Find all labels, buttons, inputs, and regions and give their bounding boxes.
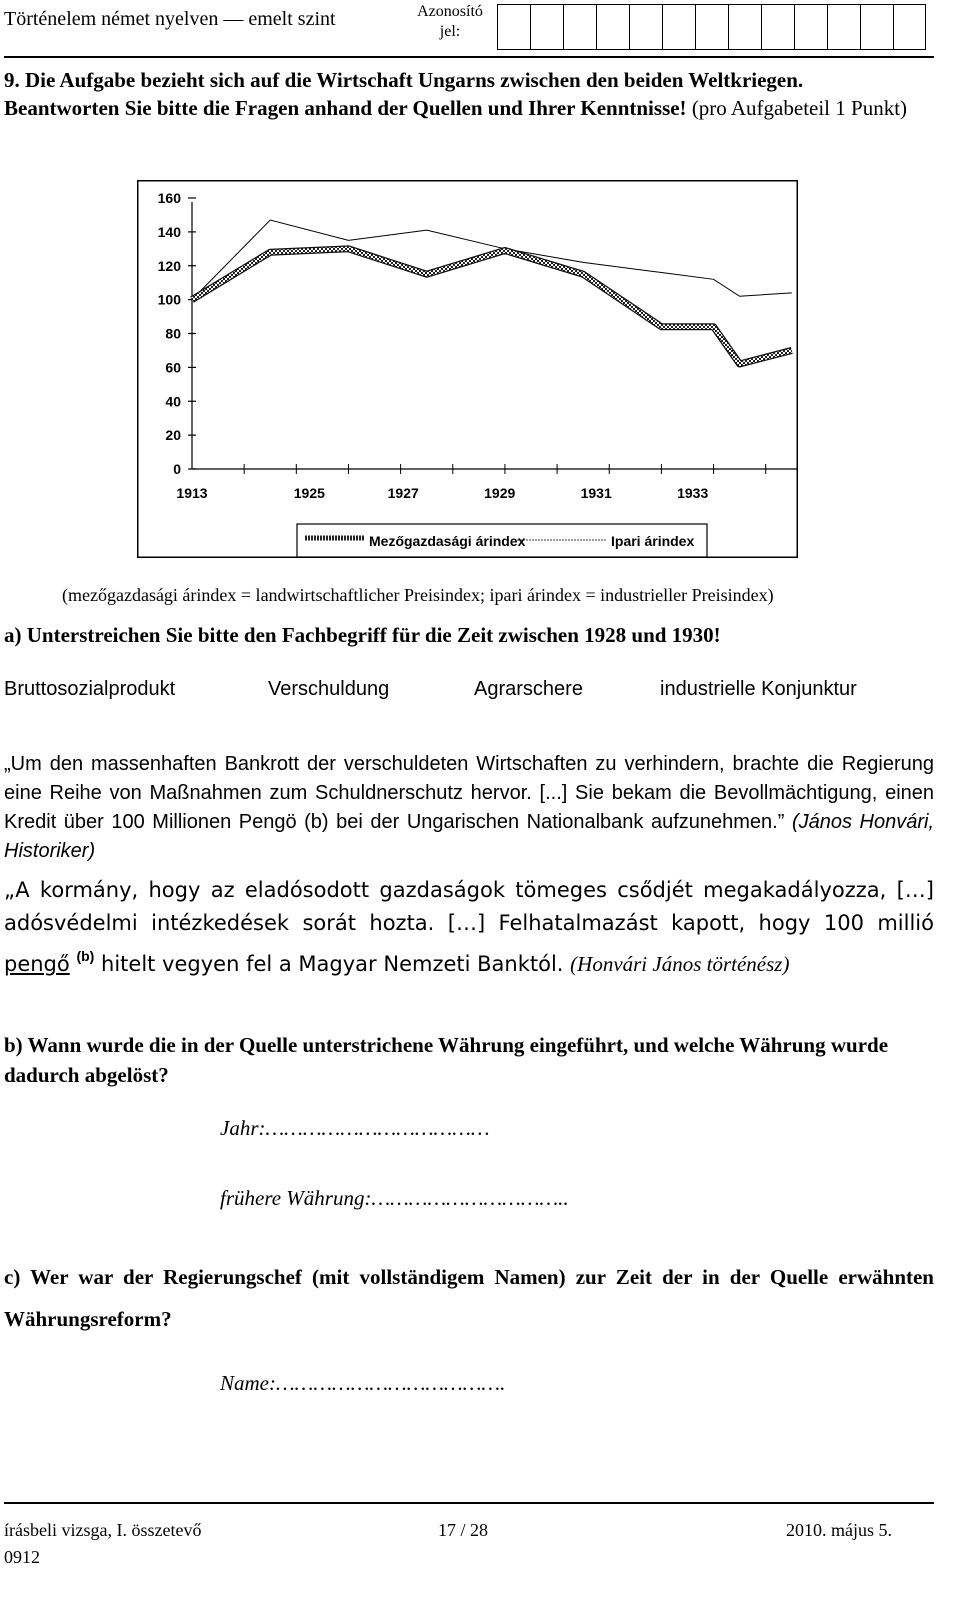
id-box[interactable] <box>695 4 728 50</box>
id-box[interactable] <box>596 4 629 50</box>
y-tick-label: 60 <box>165 359 181 376</box>
option-agrarschere[interactable]: Agrarschere <box>474 678 583 700</box>
question-b: b) Wann wurde die in der Quelle unterstrichene Währung eingeführt, und welche Währung wurde dadurch abgelöst? <box>4 1033 889 1087</box>
y-tick-label: 0 <box>173 461 181 477</box>
x-tick-label: 1931 <box>580 485 612 501</box>
id-box[interactable] <box>761 4 794 50</box>
exam-date: 2010. május 5. <box>786 1520 892 1540</box>
source-hungarian <box>4 874 934 981</box>
id-box[interactable] <box>530 4 563 50</box>
source-hungarian-text-end: hitelt vegyen fel a Magyar Nemzeti Banktól. <box>101 952 564 976</box>
footer-rule <box>4 1502 934 1504</box>
question-c: c) Wer war der Regierungschef (mit vollständigem Namen) zur Zeit der in der Quelle erwähnten Währungsreform? <box>4 1265 934 1331</box>
question-a: a) Unterstreichen Sie bitte den Fachbegriff für die Zeit zwischen 1928 und 1930! <box>4 623 721 647</box>
y-tick-label: 80 <box>165 325 181 342</box>
name-label: Name: <box>220 1371 276 1395</box>
candidate-id-label <box>411 2 489 42</box>
legend-label-ind: Ipari árindex <box>611 533 695 549</box>
y-tick-label: 120 <box>157 257 181 274</box>
previous-currency-label: frühere Währung: <box>220 1186 372 1210</box>
x-tick-label: 1933 <box>677 485 709 501</box>
name-answer-field[interactable]: ………………………………. <box>276 1371 506 1395</box>
exam-header-title: Történelem német nyelven — emelt szint <box>4 8 336 30</box>
y-tick-label: 40 <box>165 393 181 410</box>
source-german-author: (János Honvári, Historiker) <box>4 811 935 862</box>
header-rule <box>4 56 934 58</box>
y-tick-label: 100 <box>157 291 181 308</box>
id-box[interactable] <box>497 4 530 50</box>
source-hungarian-author: (Honvári János történész) <box>570 952 790 976</box>
source-german <box>4 750 934 866</box>
id-box[interactable] <box>893 4 926 50</box>
x-tick-label: 1929 <box>484 485 516 501</box>
option-bruttosozialprodukt[interactable]: Bruttosozialprodukt <box>4 678 176 700</box>
y-tick-label: 140 <box>157 223 181 240</box>
year-label: Jahr: <box>220 1116 266 1140</box>
task-instruction: Beantworten Sie bitte die Fragen anhand der Quellen und Ihrer Kenntnisse! <box>4 96 687 120</box>
underlined-currency: pengő <box>4 952 70 976</box>
option-verschuldung[interactable]: Verschuldung <box>268 678 390 700</box>
footer-left: írásbeli vizsga, I. összetevő <box>4 1520 202 1540</box>
price-index-chart <box>137 180 798 558</box>
id-box[interactable] <box>728 4 761 50</box>
task-points: (pro Aufgabeteil 1 Punkt) <box>691 96 908 120</box>
id-box[interactable] <box>827 4 860 50</box>
id-box[interactable] <box>662 4 695 50</box>
candidate-id-label-line1: Azonosító <box>417 3 483 20</box>
x-tick-label: 1913 <box>176 485 208 501</box>
candidate-id-label-line2: jel: <box>439 23 461 40</box>
x-tick-label: 1927 <box>387 485 419 501</box>
id-box[interactable] <box>860 4 893 50</box>
previous-currency-row <box>220 1186 569 1211</box>
y-tick-label: 160 <box>157 190 181 206</box>
task-heading <box>4 66 934 122</box>
name-answer-row <box>220 1371 505 1396</box>
x-tick-label: 1925 <box>293 485 325 501</box>
option-industrielle-konjunktur[interactable]: industrielle Konjunktur <box>660 678 857 700</box>
source-hungarian-text: „A kormány, hogy az eladósodott gazdaságok tömeges csődjét megakadályozza, […] adósvédelmi intézkedések sorát hozta. […] Felhatalmazást kapott, hogy 100 millió <box>4 878 934 935</box>
task-title: 9. Die Aufgabe bezieht sich auf die Wirtschaft Ungarns zwischen den beiden Weltkriegen. <box>4 68 804 92</box>
exam-code: 0912 <box>4 1547 40 1567</box>
id-box[interactable] <box>629 4 662 50</box>
y-tick-label: 20 <box>165 427 181 444</box>
id-box[interactable] <box>794 4 827 50</box>
previous-currency-field[interactable]: ………………………….. <box>371 1186 569 1210</box>
candidate-id-boxes[interactable] <box>497 4 926 50</box>
page-number: 17 / 28 <box>438 1520 489 1540</box>
footnote-marker-b: (b) <box>76 948 95 964</box>
chart-caption: (mezőgazdasági árindex = landwirtschaftlicher Preisindex; ipari árindex = industrieller Preisindex) <box>62 585 774 605</box>
id-box[interactable] <box>563 4 596 50</box>
year-answer-field[interactable]: ……………………………… <box>265 1116 490 1140</box>
chart-legend <box>297 524 707 557</box>
source-german-text: „Um den massenhaften Bankrott der verschuldeten Wirtschaften zu verhindern, brachte die Regierung eine Reihe von Maßnahmen zum Schuldnerschutz hervor. [...] Sie bekam die Bevollmächtigung, einen Kredit über 100 Millionen Pengö (b) bei der Ungarischen Nationalbank aufzunehmen.” <box>4 753 934 833</box>
legend-label-agri: Mezőgazdasági árindex <box>369 533 526 549</box>
year-answer-row <box>220 1116 490 1141</box>
